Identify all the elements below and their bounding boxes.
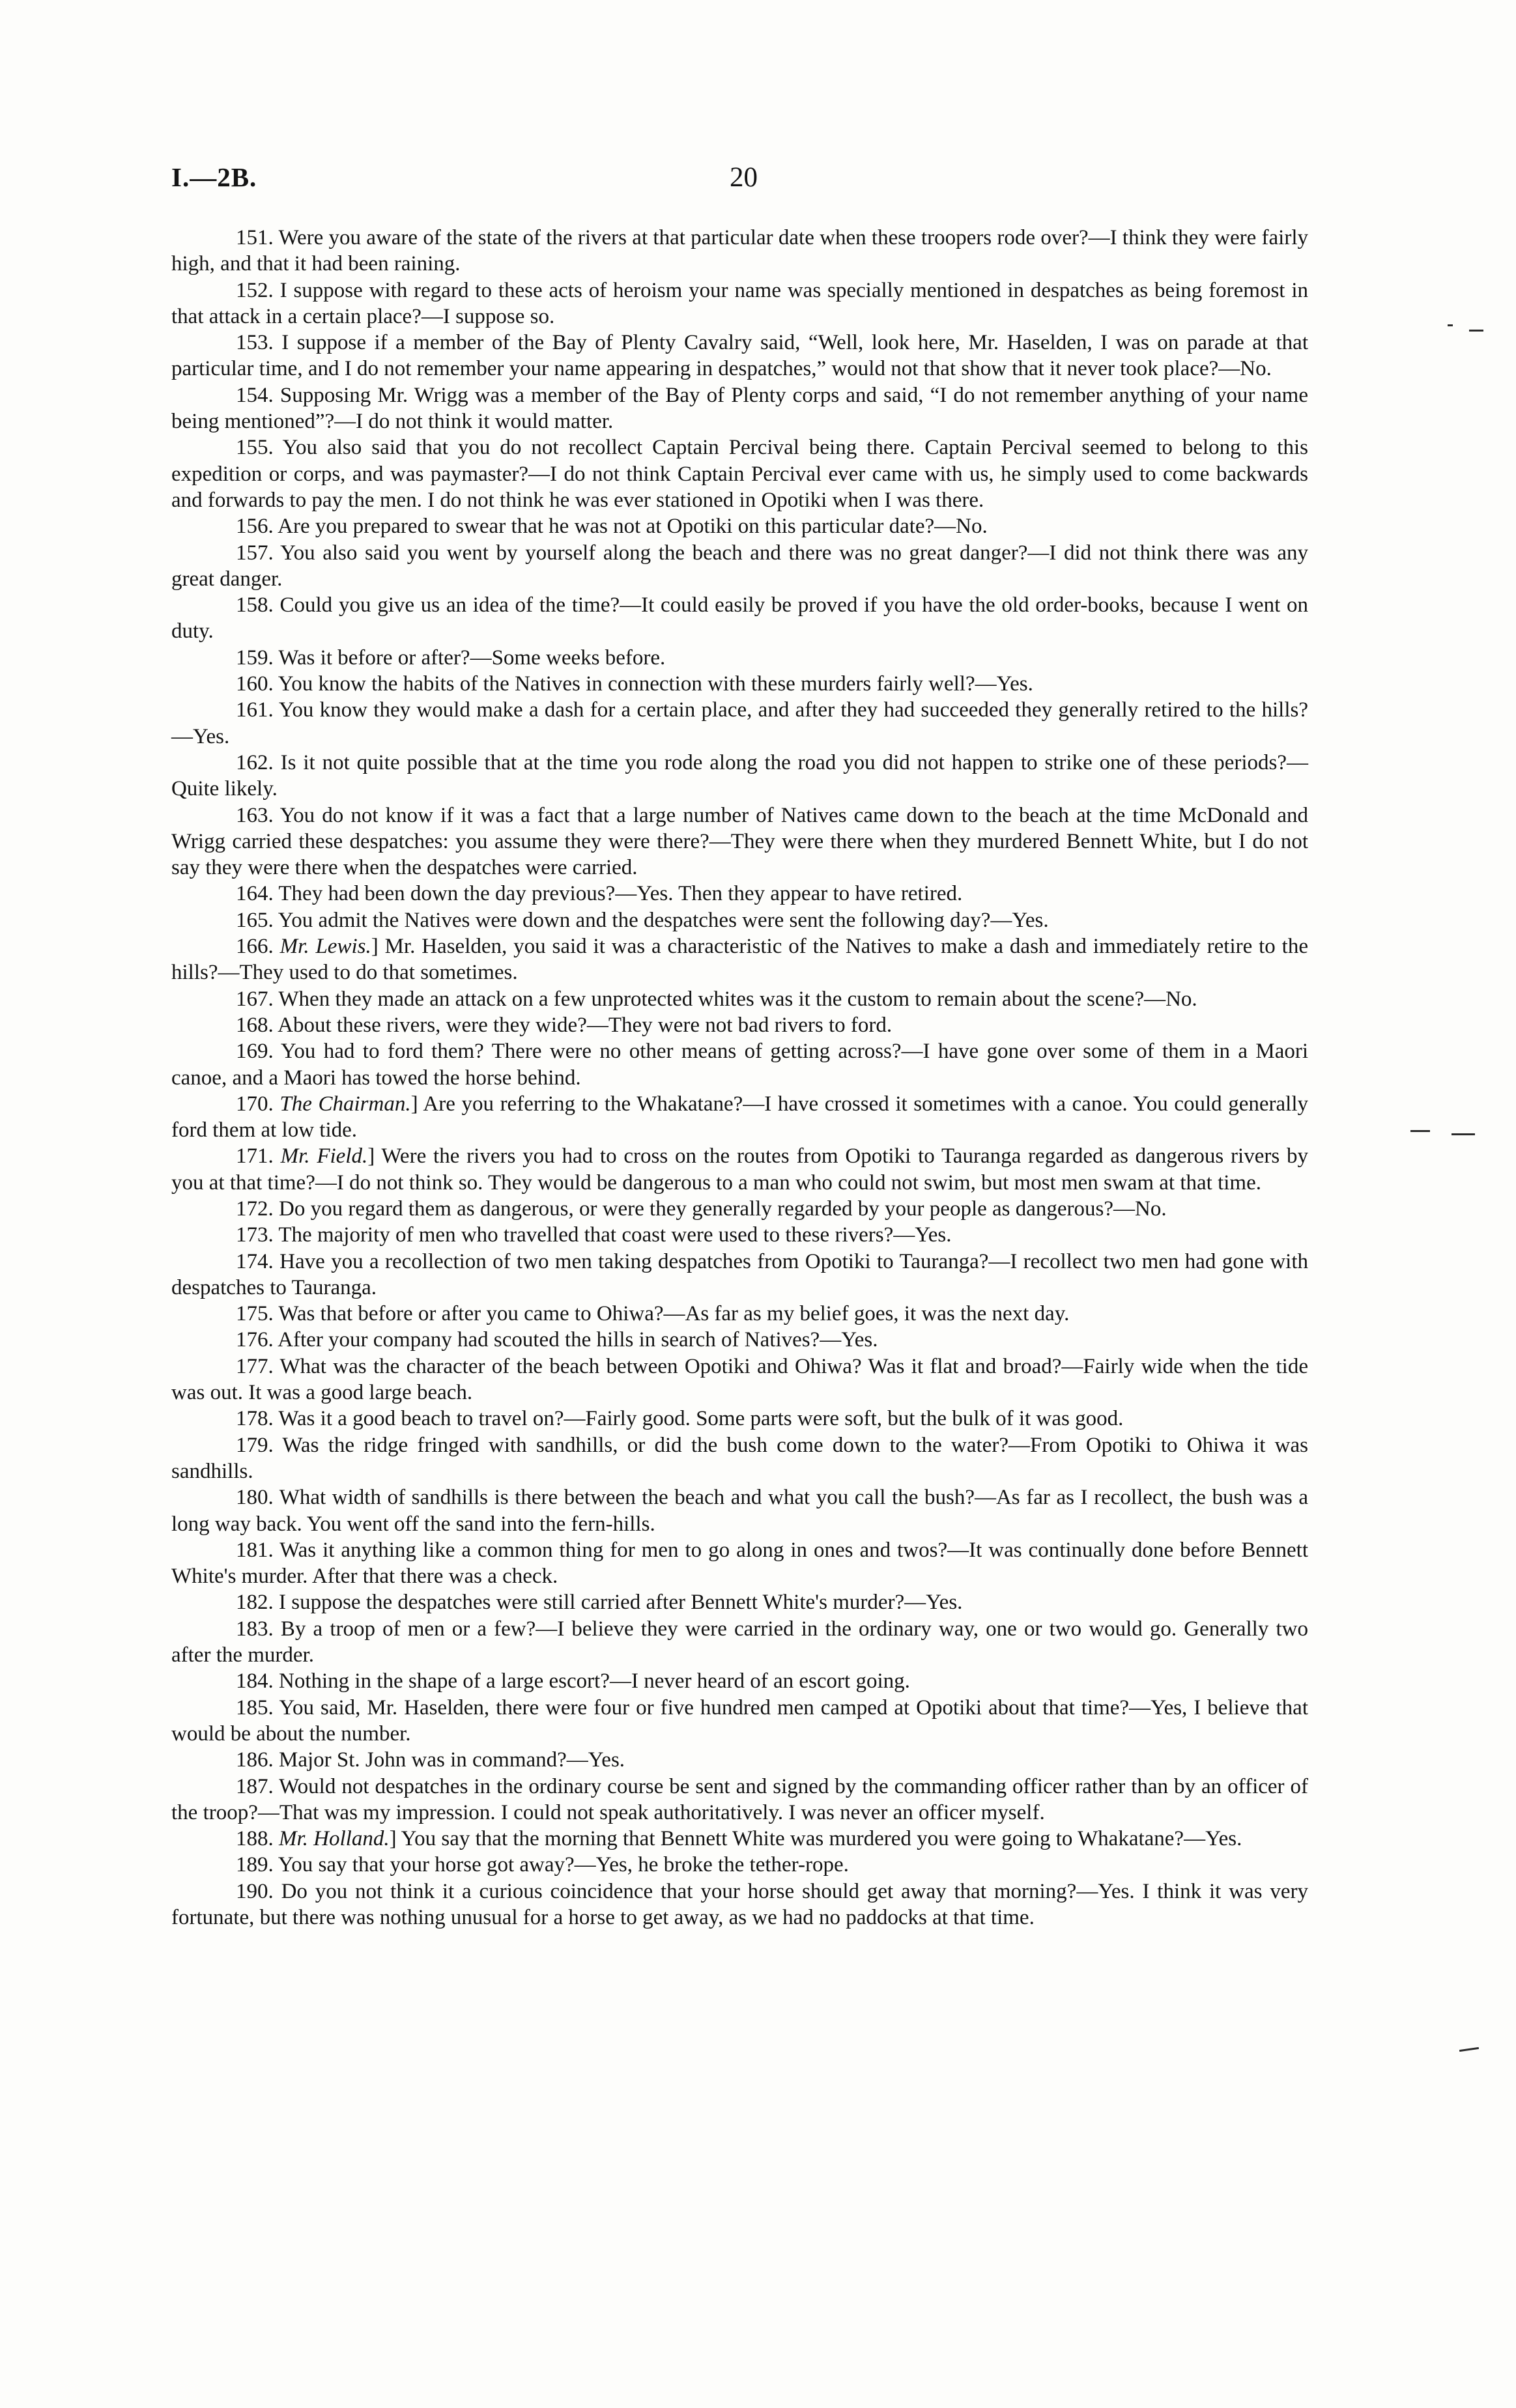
question-paragraph: 189. You say that your horse got away?—Yes, he broke the tether-rope. bbox=[236, 1853, 849, 1877]
margin-mark bbox=[1410, 1130, 1430, 1132]
question-paragraph: 183. By a troop of men or a few?—I believe they were carried in the ordinary way, one or two would go. Generally two after the murder. bbox=[171, 1617, 1308, 1667]
margin-mark bbox=[1448, 324, 1453, 326]
question-paragraph: 181. Was it anything like a common thing for men to go along in ones and twos?—It was continually done before Bennett White's murder. After that there was a check. bbox=[171, 1538, 1308, 1589]
question-number: 188. bbox=[236, 1827, 279, 1851]
margin-mark bbox=[1452, 1133, 1475, 1135]
question-number: 166. bbox=[236, 935, 280, 959]
question-paragraph: 174. Have you a recollection of two men taking despatches from Opotiki to Tauranga?—I recollect two men had gone with despatches to Tauranga. bbox=[171, 1249, 1308, 1299]
question-paragraph: 167. When they made an attack on a few unprotected whites was it the custom to remain about the scene?—No. bbox=[236, 987, 1197, 1011]
question-paragraph: 165. You admit the Natives were down and the despatches were sent the following day?—Yes. bbox=[236, 908, 1049, 932]
question-paragraph bbox=[171, 1826, 1308, 1852]
question-paragraph: 173. The majority of men who travelled that coast were used to these rivers?—Yes. bbox=[236, 1223, 952, 1247]
question-paragraph: 177. What was the character of the beach between Opotiki and Ohiwa? Was it flat and broad?—Fairly wide when the tide was out. It was a good large beach. bbox=[171, 1354, 1308, 1405]
question-paragraph: 182. I suppose the despatches were still carried after Bennett White's murder?—Yes. bbox=[236, 1591, 963, 1615]
question-paragraph: 160. You know the habits of the Natives in connection with these murders fairly well?—Yes. bbox=[236, 672, 1033, 696]
question-paragraph: 161. You know they would make a dash for a certain place, and after they had succeeded they generally retired to the hills?—Yes. bbox=[171, 698, 1308, 748]
question-paragraph: 187. Would not despatches in the ordinary course be sent and signed by the commanding officer rather than by an officer of the troop?—That was my impression. I could not speak authoritatively. I was never an officer myself. bbox=[171, 1774, 1308, 1824]
question-paragraph: 153. I suppose if a member of the Bay of Plenty Cavalry said, “Well, look here, Mr. Haselden, I was on parade at that particular time, and I do not remember your name appearing in despatches,” would not that show that it never took place?—No. bbox=[171, 331, 1308, 381]
question-paragraph: 172. Do you regard them as dangerous, or were they generally regarded by your people as dangerous?—No. bbox=[236, 1197, 1167, 1221]
evidence-body bbox=[171, 225, 1308, 1931]
question-text: ] You say that the morning that Bennett White was murdered you were going to Whakatane?—Yes. bbox=[389, 1827, 1242, 1851]
question-text: ] Mr. Haselden, you said it was a characteristic of the Natives to make a dash and immediately retire to the hills?—They used to do that sometimes. bbox=[171, 935, 1308, 985]
question-paragraph: 169. You had to ford them? There were no other means of getting across?—I have gone over some of them in a Maori canoe, and a Maori has towed the horse behind. bbox=[171, 1040, 1308, 1090]
question-paragraph: 163. You do not know if it was a fact that a large number of Natives came down to the beach at the time McDonald and Wrigg carried these despatches: you assume they were there?—They were there when they murdered Bennett White, but I do not say they were there when the despatches were carried. bbox=[171, 803, 1308, 880]
question-paragraph: 190. Do you not think it a curious coincidence that your horse should get away that morning?—Yes. I think it was very fortunate, but there was nothing unusual for a horse to get away, as we had no paddocks at that time. bbox=[171, 1879, 1308, 1929]
speaker-name: Mr. Field. bbox=[280, 1144, 368, 1169]
question-paragraph: 184. Nothing in the shape of a large escort?—I never heard of an escort going. bbox=[236, 1669, 910, 1693]
question-paragraph: 178. Was it a good beach to travel on?—Fairly good. Some parts were soft, but the bulk of it was good. bbox=[236, 1407, 1124, 1431]
speaker-name: Mr. Lewis. bbox=[279, 935, 371, 959]
question-paragraph bbox=[171, 1091, 1308, 1144]
question-paragraph: 175. Was that before or after you came to Ohiwa?—As far as my belief goes, it was the next day. bbox=[236, 1302, 1070, 1326]
question-paragraph bbox=[171, 933, 1308, 986]
question-paragraph: 179. Was the ridge fringed with sandhills, or did the bush come down to the water?—From Opotiki to Ohiwa it was sandhills. bbox=[171, 1433, 1308, 1483]
question-paragraph: 151. Were you aware of the state of the rivers at that particular date when these troopers rode over?—I think they were fairly high, and that it had been raining. bbox=[171, 226, 1308, 276]
question-paragraph: 180. What width of sandhills is there between the beach and what you call the bush?—As far as I recollect, the bush was a long way back. You went off the sand into the fern-hills. bbox=[171, 1486, 1308, 1536]
page-header bbox=[171, 162, 1308, 201]
question-text: ] Are you referring to the Whakatane?—I have crossed it sometimes with a canoe. You could generally ford them at low tide. bbox=[171, 1092, 1308, 1142]
margin-mark bbox=[1459, 2047, 1479, 2052]
speaker-name: Mr. Holland. bbox=[279, 1827, 390, 1851]
question-number: 171. bbox=[236, 1144, 281, 1169]
question-paragraph: 159. Was it before or after?—Some weeks before. bbox=[236, 645, 666, 670]
question-number: 170. bbox=[236, 1092, 280, 1116]
question-paragraph: 154. Supposing Mr. Wrigg was a member of the Bay of Plenty corps and said, “I do not remember anything of your name being mentioned”?—I do not think it would matter. bbox=[171, 383, 1308, 434]
page-number: 20 bbox=[730, 162, 758, 193]
question-paragraph: 168. About these rivers, were they wide?—They were not bad rivers to ford. bbox=[236, 1013, 893, 1037]
question-paragraph: 155. You also said that you do not recollect Captain Percival being there. Captain Percival seemed to belong to this expedition or corps, and was paymaster?—I do not think Captain Percival ever came with us, he simply used to come backwards and forwards to pay the men. I do not think he was ever stationed in Opotiki when I was there. bbox=[171, 436, 1308, 512]
question-paragraph: 164. They had been down the day previous?—Yes. Then they appear to have retired. bbox=[236, 882, 963, 906]
question-paragraph: 157. You also said you went by yourself along the beach and there was no great danger?—I did not think there was any great danger. bbox=[171, 541, 1308, 591]
question-paragraph: 162. Is it not quite possible that at the time you rode along the road you did not happen to strike one of these periods?—Quite likely. bbox=[171, 750, 1308, 801]
question-paragraph bbox=[171, 1143, 1308, 1196]
margin-mark bbox=[1469, 330, 1483, 332]
question-paragraph: 186. Major St. John was in command?—Yes. bbox=[236, 1748, 625, 1772]
question-paragraph: 185. You said, Mr. Haselden, there were four or five hundred men camped at Opotiki about that time?—Yes, I believe that would be about the number. bbox=[171, 1695, 1308, 1746]
document-reference: I.—2B. bbox=[171, 162, 257, 192]
question-paragraph: 152. I suppose with regard to these acts of heroism your name was specially mentioned in despatches as being foremost in that attack in a certain place?—I suppose so. bbox=[171, 278, 1308, 328]
question-paragraph: 176. After your company had scouted the hills in search of Natives?—Yes. bbox=[236, 1328, 878, 1352]
speaker-name: The Chairman. bbox=[279, 1092, 411, 1116]
question-paragraph: 156. Are you prepared to swear that he was not at Opotiki on this particular date?—No. bbox=[236, 515, 988, 539]
question-text: ] Were the rivers you had to cross on the routes from Opotiki to Tauranga regarded as dangerous rivers by you at that time?—I do not think so. They would be dangerous to a man who could not swim, but most men swam at that time. bbox=[171, 1144, 1308, 1195]
question-paragraph: 158. Could you give us an idea of the time?—It could easily be proved if you have the old order-books, because I went on duty. bbox=[171, 593, 1308, 644]
